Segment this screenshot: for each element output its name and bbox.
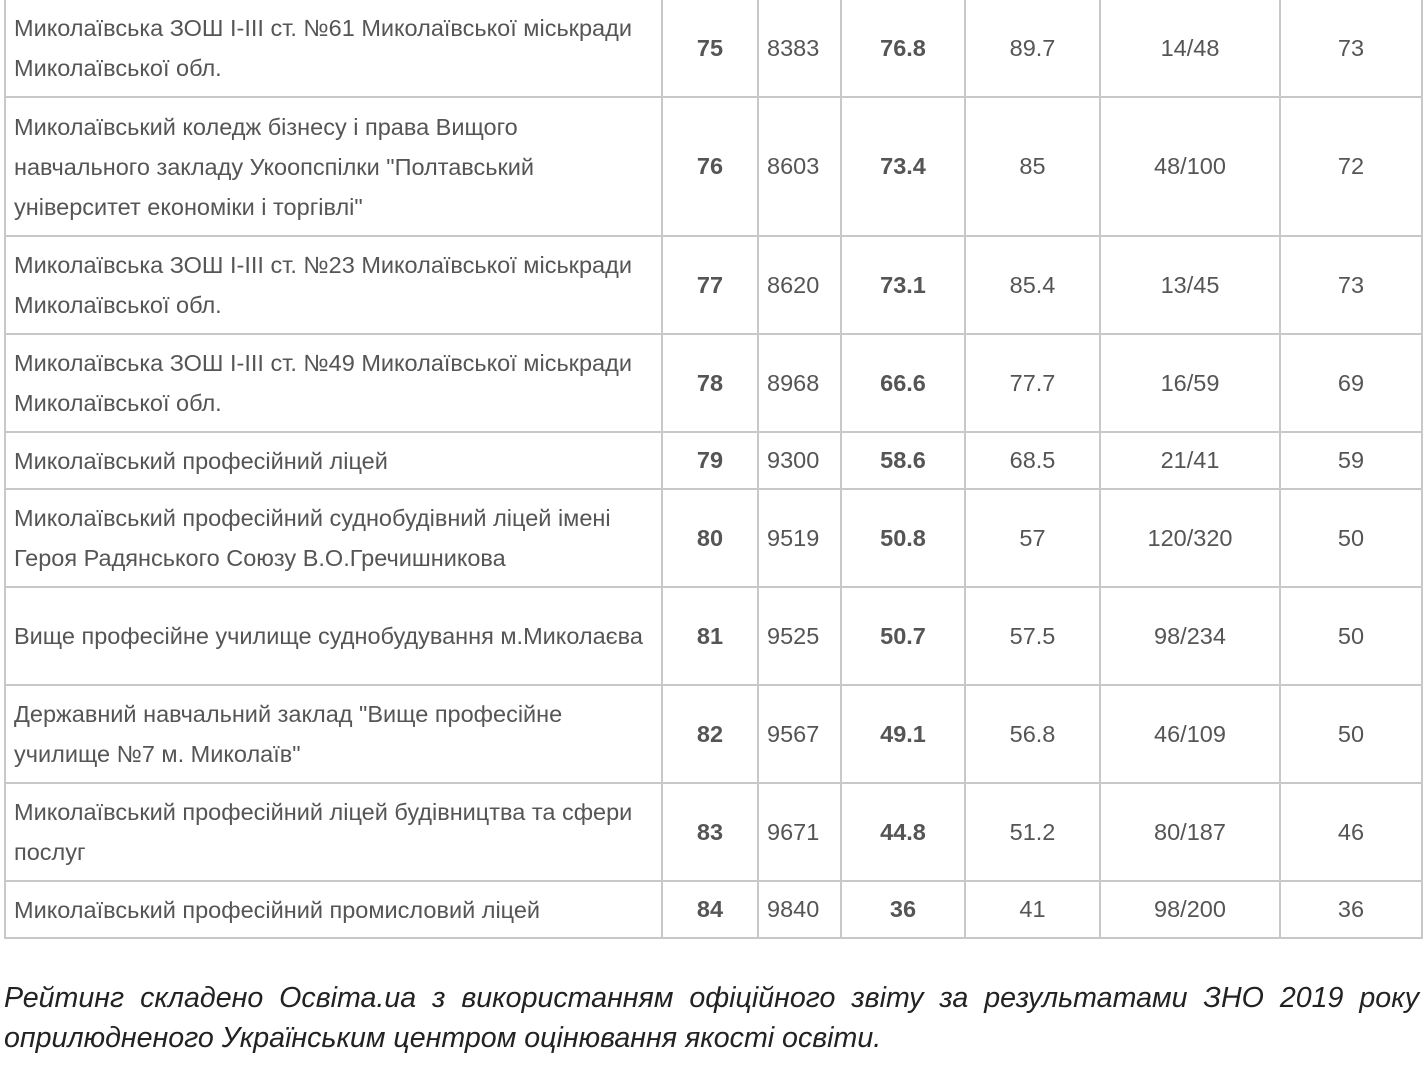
rank-cell: 84 [662, 881, 758, 938]
school-name-cell: Вище професійне училище суднобудування м.Миколаєва [5, 587, 662, 685]
rank-cell: 82 [662, 685, 758, 783]
rank-cell: 78 [662, 334, 758, 432]
score-cell: 50.7 [841, 587, 965, 685]
ratio-cell: 21/41 [1100, 432, 1280, 489]
rank-cell: 75 [662, 0, 758, 97]
rank-cell: 80 [662, 489, 758, 587]
percent-cell: 68.5 [965, 432, 1100, 489]
last-value-cell: 50 [1280, 587, 1422, 685]
ratio-cell: 16/59 [1100, 334, 1280, 432]
school-name-cell: Миколаївський професійний суднобудівний ліцей імені Героя Радянського Союзу В.О.Гречишникова [5, 489, 662, 587]
last-value-cell: 46 [1280, 783, 1422, 881]
percent-cell: 89.7 [965, 0, 1100, 97]
ratio-cell: 98/234 [1100, 587, 1280, 685]
last-value-cell: 59 [1280, 432, 1422, 489]
last-value-cell: 73 [1280, 0, 1422, 97]
rank-cell: 81 [662, 587, 758, 685]
school-name-cell: Державний навчальний заклад "Вище професійне училище №7 м. Миколаїв" [5, 685, 662, 783]
percent-cell: 85 [965, 97, 1100, 236]
rank-cell: 77 [662, 236, 758, 334]
ratio-cell: 98/200 [1100, 881, 1280, 938]
code-cell: 9671 [758, 783, 841, 881]
rank-cell: 83 [662, 783, 758, 881]
ratio-cell: 48/100 [1100, 97, 1280, 236]
ratio-cell: 120/320 [1100, 489, 1280, 587]
percent-cell: 51.2 [965, 783, 1100, 881]
ranking-table [4, 0, 1423, 939]
table-row [5, 334, 1422, 432]
code-cell: 8968 [758, 334, 841, 432]
rank-cell: 76 [662, 97, 758, 236]
last-value-cell: 36 [1280, 881, 1422, 938]
last-value-cell: 50 [1280, 489, 1422, 587]
table-row [5, 236, 1422, 334]
table-row [5, 432, 1422, 489]
score-cell: 49.1 [841, 685, 965, 783]
score-cell: 36 [841, 881, 965, 938]
table-row [5, 97, 1422, 236]
score-cell: 44.8 [841, 783, 965, 881]
table-row [5, 881, 1422, 938]
code-cell: 9840 [758, 881, 841, 938]
school-name-cell: Миколаївський коледж бізнесу і права Вищого навчального закладу Укоопспілки "Полтавський університет економіки і торгівлі" [5, 97, 662, 236]
score-cell: 76.8 [841, 0, 965, 97]
last-value-cell: 69 [1280, 334, 1422, 432]
school-name-cell: Миколаївська ЗОШ I-III ст. №23 Миколаївської міськради Миколаївської обл. [5, 236, 662, 334]
score-cell: 73.4 [841, 97, 965, 236]
score-cell: 66.6 [841, 334, 965, 432]
ratio-cell: 46/109 [1100, 685, 1280, 783]
table-row [5, 783, 1422, 881]
percent-cell: 57 [965, 489, 1100, 587]
percent-cell: 56.8 [965, 685, 1100, 783]
last-value-cell: 73 [1280, 236, 1422, 334]
school-name-cell: Миколаївський професійний ліцей будівництва та сфери послуг [5, 783, 662, 881]
table-row [5, 587, 1422, 685]
school-name-cell: Миколаївська ЗОШ I-III ст. №61 Миколаївської міськради Миколаївської обл. [5, 0, 662, 97]
school-name-cell: Миколаївський професійний ліцей [5, 432, 662, 489]
percent-cell: 41 [965, 881, 1100, 938]
score-cell: 58.6 [841, 432, 965, 489]
rank-cell: 79 [662, 432, 758, 489]
code-cell: 9519 [758, 489, 841, 587]
code-cell: 9300 [758, 432, 841, 489]
last-value-cell: 72 [1280, 97, 1422, 236]
table-row [5, 489, 1422, 587]
table-row [5, 0, 1422, 97]
score-cell: 50.8 [841, 489, 965, 587]
table-row [5, 685, 1422, 783]
school-name-cell: Миколаївська ЗОШ I-III ст. №49 Миколаївської міськради Миколаївської обл. [5, 334, 662, 432]
ratio-cell: 80/187 [1100, 783, 1280, 881]
score-cell: 73.1 [841, 236, 965, 334]
ratio-cell: 13/45 [1100, 236, 1280, 334]
code-cell: 8383 [758, 0, 841, 97]
last-value-cell: 50 [1280, 685, 1422, 783]
code-cell: 8603 [758, 97, 841, 236]
code-cell: 9567 [758, 685, 841, 783]
code-cell: 8620 [758, 236, 841, 334]
school-name-cell: Миколаївський професійний промисловий ліцей [5, 881, 662, 938]
code-cell: 9525 [758, 587, 841, 685]
percent-cell: 57.5 [965, 587, 1100, 685]
ratio-cell: 14/48 [1100, 0, 1280, 97]
footnote: Рейтинг складено Освіта.ua з використанням офіційного звіту за результатами ЗНО 2019 року оприлюдненого Українським центром оцінювання якості освіти. [4, 982, 1419, 1054]
table-body [5, 0, 1422, 938]
percent-cell: 85.4 [965, 236, 1100, 334]
percent-cell: 77.7 [965, 334, 1100, 432]
